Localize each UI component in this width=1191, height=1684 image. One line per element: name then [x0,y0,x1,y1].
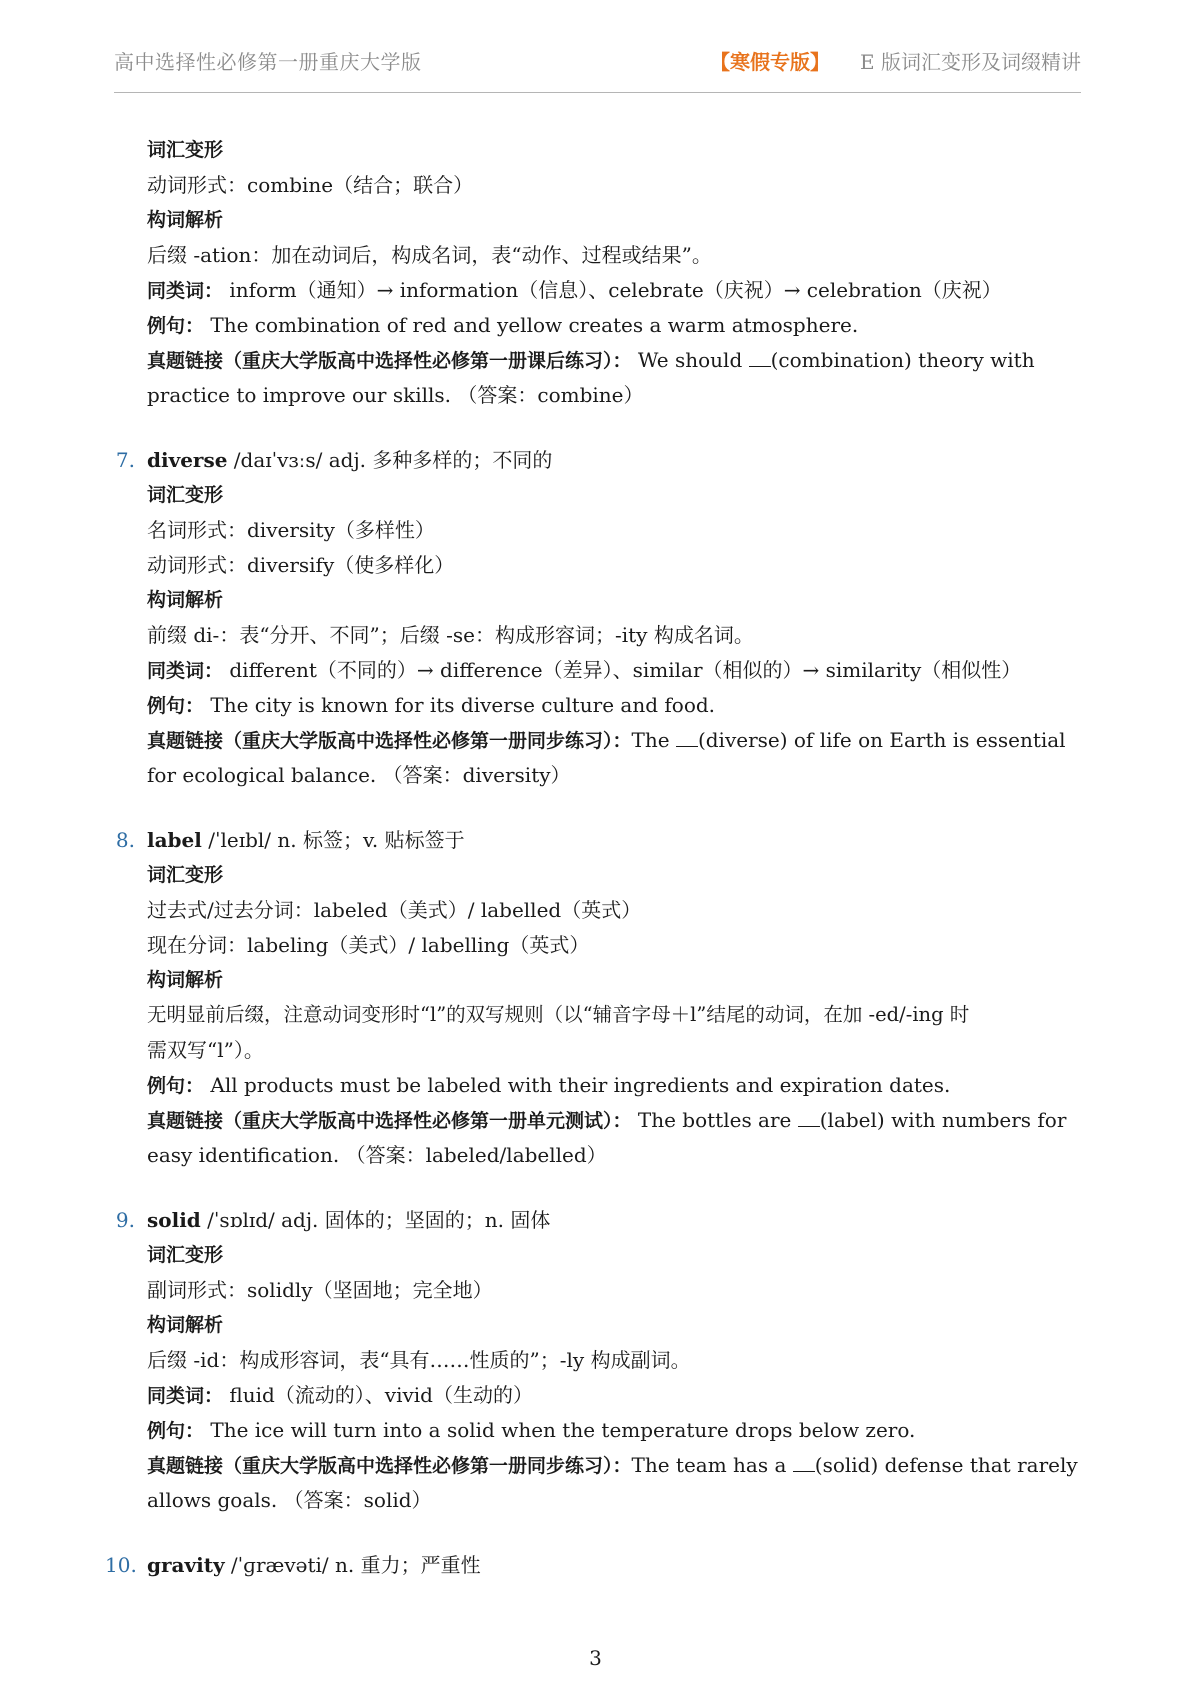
similar-label: 同类词： [147,280,224,302]
e8-example-text: All products must be labeled with their ingredients and expiration dates. [210,1073,951,1097]
e10-number: 10. [105,1553,137,1577]
e7-similar-text: different（不同的）→ difference（差异）、similar（相似的）→ similarity（相似性） [229,658,1022,682]
similar-label: 同类词： [147,660,224,682]
e8-number: 8. [115,828,135,852]
e9-number: 9. [115,1208,135,1232]
exam-link-label: 真题链接（重庆大学版高中选择性必修第一册单元测试）： [147,1110,632,1132]
e9-analysis: 后缀 -id：构成形容词，表“具有……性质的”；-ly 构成副词。 [147,1348,691,1372]
e10-headword: gravity [147,1553,225,1577]
e7-link-post: (diverse) of life on Earth is essential [697,728,1066,752]
e8-link-pre: The bottles are [637,1108,798,1132]
e8-analysis-heading: 构词解析 [147,969,224,991]
e7-exam-link-line2: for ecological balance. （答案：diversity） [147,763,571,787]
e9-headword-line [147,1205,1082,1235]
e8-exam-link [147,1105,1082,1136]
e6-similar-words [147,275,1082,306]
e6-exam-link-line2: practice to improve our skills. （答案：combine） [147,383,644,407]
header-right [710,46,1081,75]
e8-analysis-line1: 无明显前后缀，注意动词变形时“l”的双写规则（以“辅音字母＋l”结尾的动词，在加 -ed/-ing 时 [147,1003,970,1026]
page-header [114,44,1081,93]
e6-example-text: The combination of red and yellow creates a warm atmosphere. [210,313,859,337]
e6-analysis-heading: 构词解析 [147,209,224,231]
exam-link-label: 真题链接（重庆大学版高中选择性必修第一册同步练习）： [147,1455,632,1477]
e9-example [147,1415,1082,1446]
fill-blank [676,730,698,747]
example-label: 例句： [147,315,205,337]
e8-past-form: 过去式/过去分词：labeled（美式）/ labelled（英式） [147,898,642,922]
e7-verb-form: 动词形式：diversify（使多样化） [147,553,455,577]
e7-definition: /daɪˈvɜːs/ adj. 多种多样的；不同的 [227,448,553,472]
e9-definition: /ˈsɒlɪd/ adj. 固体的；坚固的；n. 固体 [200,1208,551,1232]
fill-blank [793,1455,815,1472]
e10-definition: /ˈɡrævəti/ n. 重力；严重性 [224,1553,481,1577]
exam-link-label: 真题链接（重庆大学版高中选择性必修第一册同步练习）： [147,730,632,752]
e9-link-post: (solid) defense that rarely [814,1453,1078,1477]
e8-headword: label [147,828,202,852]
e8-present-form: 现在分词：labeling（美式）/ labelling（英式） [147,933,590,957]
e6-exam-link [147,345,1082,376]
e6-vocab-transform-heading: 词汇变形 [147,139,224,161]
header-book-title: 高中选择性必修第一册重庆大学版 [114,50,422,74]
e7-example [147,690,1082,721]
e8-exam-link-line2: easy identification. （答案：labeled/labelled） [147,1143,607,1167]
e9-vocab-transform-heading: 词汇变形 [147,1244,224,1266]
e9-example-text: The ice will turn into a solid when the temperature drops below zero. [210,1418,916,1442]
header-section-title: E 版词汇变形及词缀精讲 [860,50,1081,74]
e8-example [147,1070,1082,1101]
e9-headword: solid [147,1208,201,1232]
e8-definition: /ˈleɪbl/ n. 标签；v. 贴标签于 [201,828,465,852]
e7-vocab-transform-heading: 词汇变形 [147,484,224,506]
e6-analysis: 后缀 -ation：加在动词后，构成名词，表“动作、过程或结果”。 [147,243,712,267]
e7-exam-link [147,725,1082,756]
e6-verb-form: 动词形式：combine（结合；联合） [147,173,474,197]
e8-analysis-line2: 需双写“l”）。 [147,1038,264,1062]
e7-analysis: 前缀 di-：表“分开、不同”；后缀 -se：构成形容词；-ity 构成名词。 [147,623,754,647]
e7-number: 7. [115,448,135,472]
header-edition-badge: 【寒假专版】 [710,50,831,74]
e9-similar-text: fluid（流动的）、vivid（生动的） [229,1383,533,1407]
example-label: 例句： [147,695,205,717]
page-number: 3 [589,1646,602,1670]
e6-link-pre: We should [637,348,749,372]
similar-label: 同类词： [147,1385,224,1407]
e9-adv-form: 副词形式：solidly（坚固地；完全地） [147,1278,493,1302]
e9-exam-link [147,1450,1082,1481]
e6-example [147,310,1082,341]
e7-analysis-heading: 构词解析 [147,589,224,611]
e6-similar-text: inform（通知）→ information（信息）、celebrate（庆祝）→ celebration（庆祝） [229,278,1002,302]
fill-blank [798,1110,820,1127]
e10-headword-line [147,1550,1082,1580]
e9-similar-words [147,1380,1082,1411]
e8-vocab-transform-heading: 词汇变形 [147,864,224,886]
e9-analysis-heading: 构词解析 [147,1314,224,1336]
e8-headword-line [147,825,1082,855]
e9-link-pre: The team has a [631,1453,793,1477]
e7-headword: diverse [147,448,228,472]
e7-noun-form: 名词形式：diversity（多样性） [147,518,435,542]
e6-link-post: (combination) theory with [770,348,1035,372]
example-label: 例句： [147,1420,205,1442]
e8-link-post: (label) with numbers for [819,1108,1067,1132]
example-label: 例句： [147,1075,205,1097]
fill-blank [749,350,771,367]
exam-link-label: 真题链接（重庆大学版高中选择性必修第一册课后练习）： [147,350,632,372]
e7-link-pre: The [631,728,676,752]
e9-exam-link-line2: allows goals. （答案：solid） [147,1488,432,1512]
e7-headword-line [147,445,1082,475]
e7-similar-words [147,655,1082,686]
e7-example-text: The city is known for its diverse culture and food. [210,693,716,717]
